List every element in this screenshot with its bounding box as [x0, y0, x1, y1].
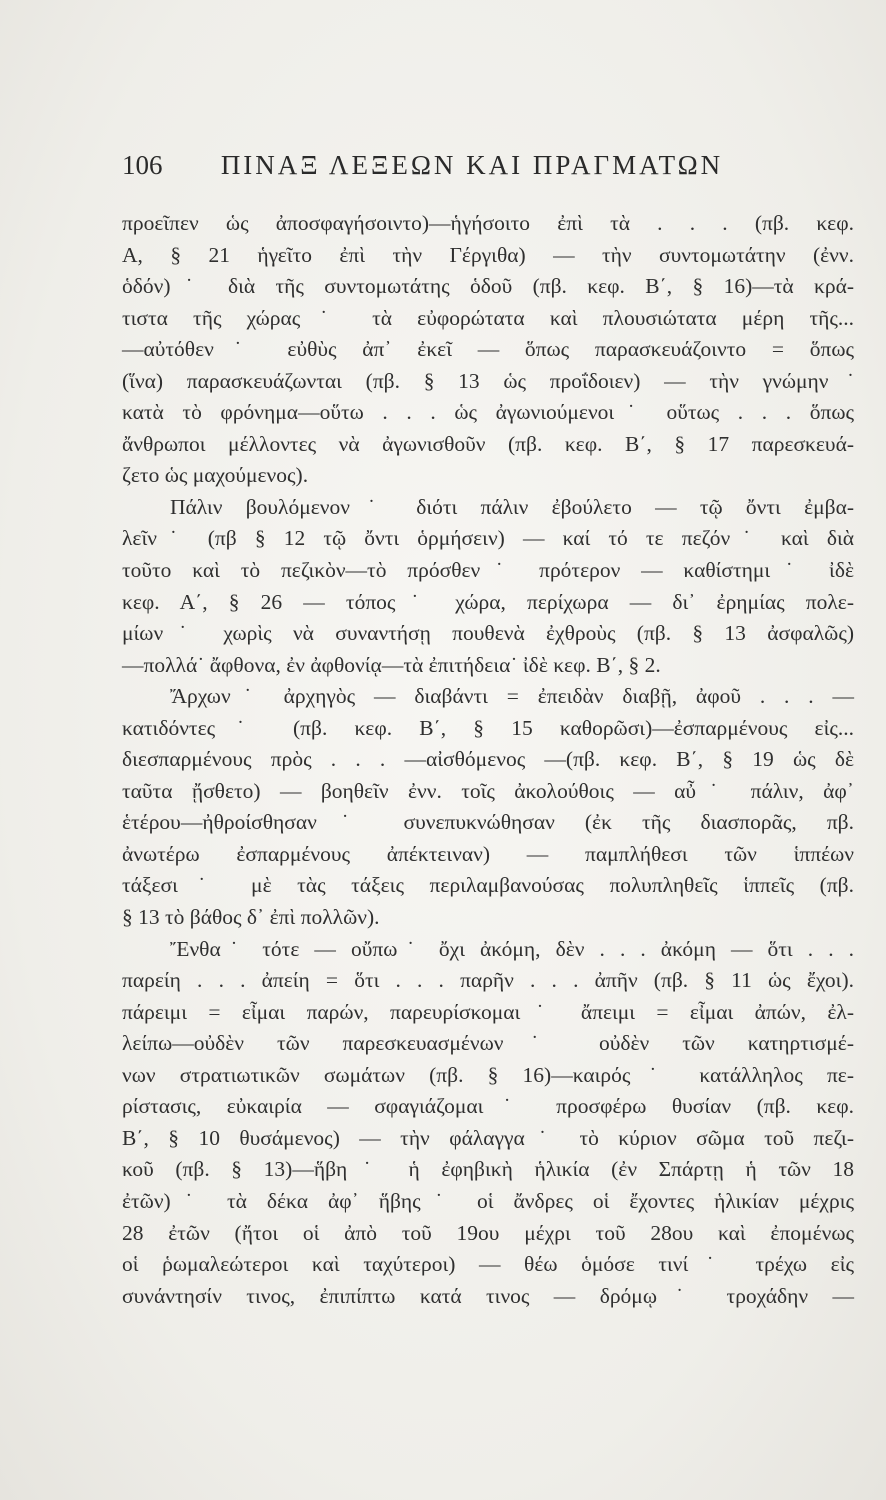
text-line: προεῖπεν ὡς ἀποσφαγήσοιντο)—ἡγήσοιτο ἐπὶ τὰ . . . (πβ. κεφ. [122, 211, 854, 235]
text-line: κοῦ (πβ. § 13)—ἥβη˙ ἡ ἐφηβικὴ ἡλικία (ἐν Σπάρτῃ ἡ τῶν 18 [122, 1157, 854, 1182]
text-line: ἐτῶν)˙ τὰ δέκα ἀφ᾽ ἥβης˙ οἱ ἄνδρες οἱ ἔχοντες ἡλικίαν μέχρις [122, 1188, 854, 1213]
page-body-text [122, 208, 854, 1312]
text-line: ὁδόν)˙ διὰ τῆς συντομωτάτης ὁδοῦ (πβ. κεφ. Β΄, § 16)—τὰ κρά- [122, 274, 854, 299]
text-line: κεφ. Α΄, § 26 — τόπος˙ χώρα, περίχωρα — δι᾽ ἐρημίας πολε- [122, 589, 854, 614]
text-line: τιστα τῆς χώρας˙ τὰ εὐφορώτατα καὶ πλουσιώτατα μέρη τῆς... [122, 305, 854, 330]
text-line: —πολλά˙ ἄφθονα, ἐν ἀφθονίᾳ—τὰ ἐπιτήδεια˙ ἰδὲ κεφ. Β΄, § 2. [122, 652, 661, 677]
page-header [122, 150, 764, 181]
text-line: Ἔνθα˙ τότε — οὔπω˙ ὄχι ἀκόμη, δὲν . . . ἀκόμη — ὅτι . . . [170, 936, 854, 961]
text-line: ἑτέρου—ἠθροίσθησαν˙ συνεπυκνώθησαν (ἐκ τῆς διασπορᾶς, πβ. [122, 810, 854, 835]
text-line: —αὐτόθεν˙ εὐθὺς ἀπ᾽ ἐκεῖ — ὅπως παρασκευάζοιντο = ὅπως [122, 337, 854, 362]
text-line: μίων˙ χωρὶς νὰ συναντήσῃ πουθενὰ ἐχθροὺς (πβ. § 13 ἀσφαλῶς) [122, 621, 854, 646]
text-line: κατιδόντες˙ (πβ. κεφ. Β΄, § 15 καθορῶσι)—ἐσπαρμένους εἰς... [122, 715, 854, 740]
text-line: συνάντησίν τινος, ἐπιπίπτω κατά τινος — δρόμῳ˙ τροχάδην — [122, 1283, 854, 1308]
text-line: λεῖν˙ (πβ § 12 τῷ ὄντι ὁρμήσειν) — καί τό τε πεζόν˙ καὶ διὰ [122, 526, 854, 551]
text-line: οἱ ῥωμαλεώτεροι καὶ ταχύτεροι) — θέω ὁμόσε τινί˙ τρέχω εἰς [122, 1252, 854, 1277]
text-line: Α, § 21 ἡγεῖτο ἐπὶ τὴν Γέργιθα) — τὴν συντομωτάτην (ἐνν. [122, 242, 854, 267]
text-line: Β΄, § 10 θυσάμενος) — τὴν φάλαγγα˙ τὸ κύριον σῶμα τοῦ πεζι- [122, 1125, 854, 1150]
text-line: τοῦτο καὶ τὸ πεζικὸν—τὸ πρόσθεν˙ πρότερον — καθίστημι˙ ἰδὲ [122, 558, 854, 583]
text-line: παρείη . . . ἀπείη = ὅτι . . . παρῆν . . . ἀπῆν (πβ. § 11 ὡς ἔχοι). [122, 968, 854, 993]
text-line: ταῦτα ᾔσθετο) — βοηθεῖν ἐνν. τοῖς ἀκολούθοις — αὖ˙ πάλιν, ἀφ᾽ [122, 778, 854, 803]
text-line: κατὰ τὸ φρόνημα—οὕτω . . . ὡς ἀγωνιούμενοι˙ οὕτως . . . ὅπως [122, 400, 854, 425]
text-line: Ἄρχων˙ ἀρχηγὸς — διαβάντι = ἐπειδὰν διαβῇ, ἀφοῦ . . . — [170, 684, 854, 709]
text-line: λείπω—οὐδὲν τῶν παρεσκευασμένων˙ οὐδὲν τῶν κατηρτισμέ- [122, 1031, 854, 1056]
text-line: (ἵνα) παρασκευάζωνται (πβ. § 13 ὡς προΐδοιεν) — τὴν γνώμην˙ [122, 368, 854, 393]
text-line: 28 ἐτῶν (ἤτοι οἱ ἀπὸ τοῦ 19ου μέχρι τοῦ 28ου καὶ ἐπομένως [122, 1220, 854, 1245]
text-line: ἀνωτέρω ἐσπαρμένους ἀπέκτειναν) — παμπλήθεσι τῶν ἱππέων [122, 841, 854, 866]
text-line: § 13 τὸ βάθος δ᾽ ἐπὶ πολλῶν). [122, 905, 380, 930]
text-line: ζετο ὡς μαχούμενος). [122, 463, 309, 488]
page-number: 106 [122, 150, 163, 180]
text-line: Πάλιν βουλόμενον˙ διότι πάλιν ἐβούλετο — τῷ ὄντι ἐμβα- [170, 494, 854, 519]
text-line: τάξεσι˙ μὲ τὰς τάξεις περιλαμβανούσας πολυπληθεῖς ἱππεῖς (πβ. [122, 873, 854, 898]
running-title: ΠΙΝΑΞ ΛΕΞΕΩΝ ΚΑΙ ΠΡΑΓΜΑΤΩΝ [220, 150, 724, 180]
text-line: πάρειμι = εἶμαι παρών, παρευρίσκομαι˙ ἄπειμι = εἶμαι ἀπών, ἐλ- [122, 999, 854, 1024]
text-line: ρίστασις, εὐκαιρία — σφαγιάζομαι˙ προσφέρω θυσίαν (πβ. κεφ. [122, 1094, 854, 1119]
text-line: νων στρατιωτικῶν σωμάτων (πβ. § 16)—καιρός˙ κατάλληλος πε- [122, 1062, 854, 1087]
text-line: διεσπαρμένους πρὸς . . . —αἰσθόμενος —(πβ. κεφ. Β΄, § 19 ὡς δὲ [122, 747, 854, 772]
text-line: ἄνθρωποι μέλλοντες νὰ ἀγωνισθοῦν (πβ. κεφ. Β΄, § 17 παρεσκευά- [122, 431, 854, 456]
